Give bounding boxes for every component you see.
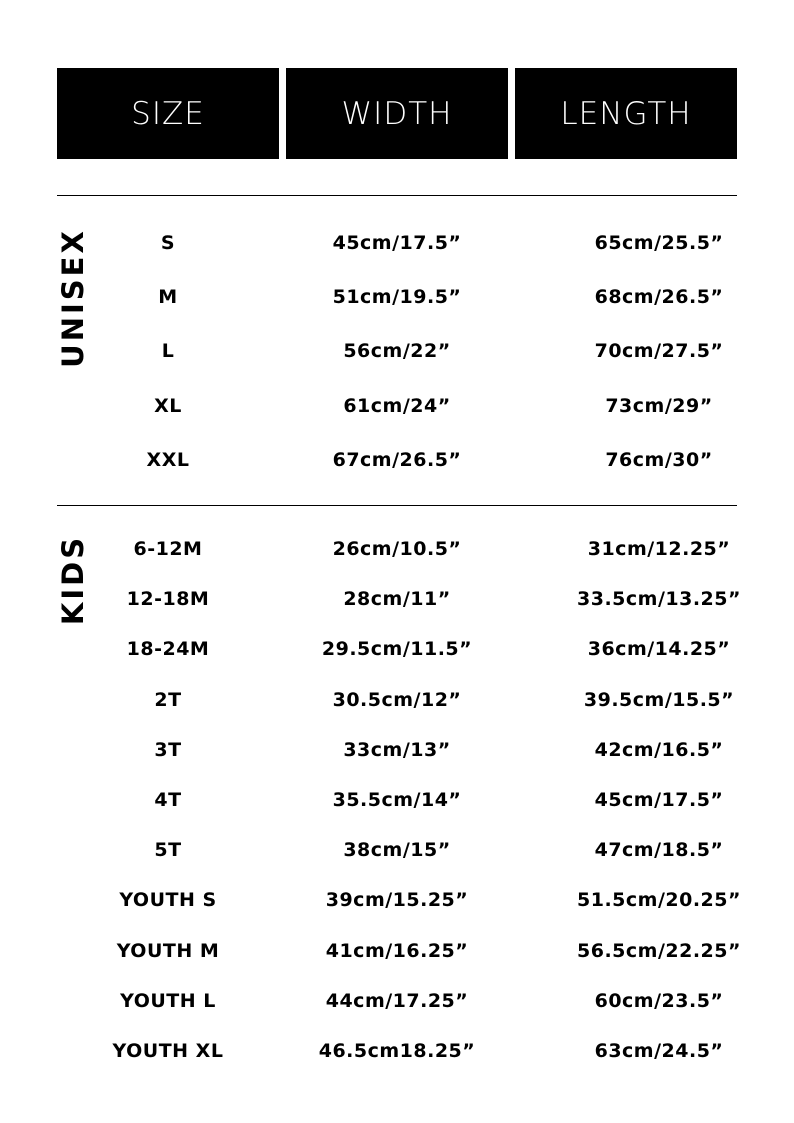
cell-width: 26cm/10.5”	[332, 538, 462, 560]
cell-size: S	[160, 232, 176, 254]
cell-length: 31cm/12.25”	[587, 538, 731, 560]
cell-length: 60cm/23.5”	[594, 989, 724, 1012]
cell-width: 45cm/17.5”	[332, 232, 462, 254]
cell-size: 2T	[154, 688, 182, 711]
cell-width: 56cm/22”	[343, 340, 451, 363]
cell-width: 39cm/15.25”	[325, 889, 469, 912]
cell-length: 65cm/25.5”	[594, 232, 724, 254]
cell-length: 51.5cm/20.25”	[577, 889, 741, 912]
cell-width: 29.5cm/11.5”	[321, 638, 473, 661]
cell-width: 28cm/11”	[343, 588, 451, 611]
cell-size: 4T	[154, 789, 182, 811]
header-width	[286, 68, 508, 159]
cell-length: 45cm/17.5”	[594, 789, 724, 811]
section-label-unisex: UNISEX	[56, 228, 90, 368]
divider-kids	[57, 505, 737, 506]
cell-width: 67cm/26.5”	[332, 448, 462, 471]
divider-unisex	[57, 195, 737, 196]
cell-size: 18-24M	[126, 638, 210, 661]
cell-size: XL	[154, 394, 182, 417]
cell-size: M	[158, 286, 178, 309]
header-size	[57, 68, 279, 159]
cell-size: 6-12M	[133, 538, 203, 560]
cell-width: 41cm/16.25”	[325, 939, 469, 962]
cell-width: 61cm/24”	[343, 394, 451, 417]
cell-width: 30.5cm/12”	[332, 688, 462, 711]
header-size-label: SIZE	[131, 95, 205, 132]
cell-size: YOUTH M	[116, 939, 220, 962]
cell-width: 46.5cm18.25”	[318, 1040, 476, 1062]
cell-width: 35.5cm/14”	[332, 789, 462, 811]
cell-size: 12-18M	[126, 588, 210, 611]
cell-size: XXL	[146, 448, 190, 471]
cell-length: 63cm/24.5”	[594, 1040, 724, 1062]
cell-width: 44cm/17.25”	[325, 989, 469, 1012]
cell-length: 47cm/18.5”	[594, 839, 724, 862]
cell-length: 33.5cm/13.25”	[577, 588, 741, 611]
cell-length: 39.5cm/15.5”	[583, 688, 735, 711]
cell-size: L	[161, 340, 175, 363]
header-width-label: WIDTH	[341, 95, 453, 132]
cell-length: 42cm/16.5”	[594, 738, 724, 761]
cell-length: 56.5cm/22.25”	[577, 939, 741, 962]
cell-size: YOUTH L	[120, 989, 216, 1012]
cell-length: 36cm/14.25”	[587, 638, 731, 661]
cell-size: 3T	[154, 738, 182, 761]
cell-size: YOUTH S	[119, 889, 217, 912]
cell-width: 33cm/13”	[343, 738, 451, 761]
cell-width: 51cm/19.5”	[332, 286, 462, 309]
header-length	[515, 68, 737, 159]
cell-length: 68cm/26.5”	[594, 286, 724, 309]
cell-width: 38cm/15”	[343, 839, 451, 862]
header-length-label: LENGTH	[560, 95, 692, 132]
cell-length: 76cm/30”	[605, 448, 713, 471]
cell-length: 73cm/29”	[605, 394, 713, 417]
cell-length: 70cm/27.5”	[594, 340, 724, 363]
cell-size: YOUTH XL	[112, 1040, 224, 1062]
cell-size: 5T	[154, 839, 182, 862]
section-label-kids: KIDS	[56, 534, 90, 626]
